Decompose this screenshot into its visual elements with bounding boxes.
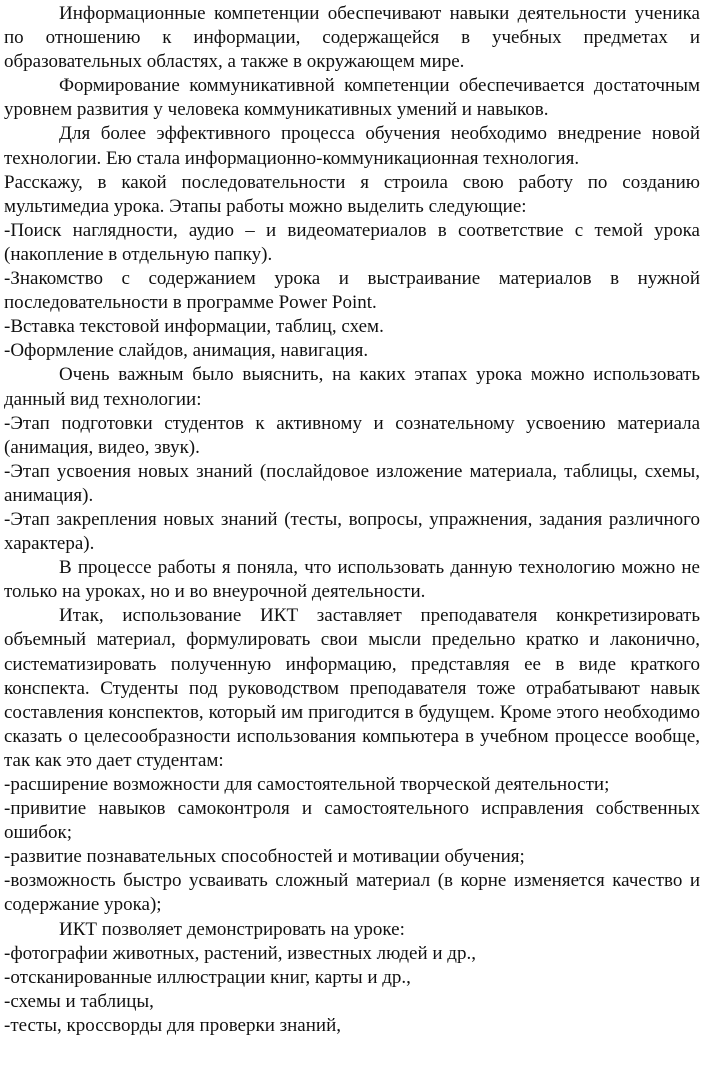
list-item: -расширение возможности для самостоятельной творческой деятельности;	[4, 774, 610, 795]
list-item: -Знакомство с содержанием урока и выстраивание материалов в нужной последовательности в программе Power Point.	[4, 268, 700, 314]
paragraph: Расскажу, в какой последовательности я строила свою работу по созданию мультимедиа урока. Этапы работы можно выделить следующие:	[4, 171, 700, 217]
paragraph: Для более эффективного процесса обучения необходимо внедрение новой технологии. Ею стала информационно-коммуникационная технология.	[4, 123, 700, 169]
list-item: -Этап усвоения новых знаний (послайдовое изложение материала, таблицы, схемы, анимация).	[4, 460, 700, 506]
list-item: -тесты, кроссворды для проверки знаний,	[4, 1014, 341, 1036]
list-item: -Оформление слайдов, анимация, навигация.	[4, 340, 369, 362]
list-item: -Поиск наглядности, аудио – и видеоматериалов в соответствие с темой урока (накопление в отдельную папку).	[4, 219, 700, 265]
list-item: -отсканированные иллюстрации книг, карты и др.,	[4, 966, 411, 988]
list-item: -Вставка текстовой информации, таблиц, схем.	[4, 316, 384, 338]
paragraph: Формирование коммуникативной компетенции обеспечивается достаточным уровнем развития у человека коммуникативных умений и навыков.	[4, 75, 700, 121]
paragraph: В процессе работы я поняла, что использовать данную технологию можно не только на уроках, но и во внеурочной деятельности.	[4, 557, 700, 603]
list-item: -схемы и таблицы,	[4, 990, 154, 1012]
list-item: -Этап подготовки студентов к активному и сознательному усвоению материала (анимация, видео, звук).	[4, 412, 700, 458]
paragraph: Информационные компетенции обеспечивают навыки деятельности ученика по отношению к информации, содержащейся в учебных предметах и образовательных областях, а также в окружающем мире.	[4, 3, 700, 73]
paragraph: Очень важным было выяснить, на каких этапах урока можно использовать данный вид технологии:	[4, 364, 700, 410]
list-item: -возможность быстро усваивать сложный материал (в корне изменяется качество и содержание урока);	[4, 870, 700, 916]
list-item: -фотографии животных, растений, известных людей и др.,	[4, 942, 476, 964]
list-item: -развитие познавательных способностей и мотивации обучения;	[4, 846, 525, 868]
list-item: -привитие навыков самоконтроля и самостоятельного исправления собственных ошибок;	[4, 798, 700, 844]
list-item: -Этап закрепления новых знаний (тесты, вопросы, упражнения, задания различного характера).	[4, 508, 700, 555]
paragraph: ИКТ позволяет демонстрировать на уроке:	[59, 918, 405, 940]
paragraph: Итак, использование ИКТ заставляет преподавателя конкретизировать объемный материал, формулировать свои мысли предельно кратко и лаконично, систематизировать полученную информацию, представляя ее в виде краткого конспекта. Студенты под руководством преподавателя тоже отрабатывают навык составления конспектов, который им пригодится в будущем. Кроме этого необходимо сказать о целесообразности использования компьютера в учебном процессе вообще, так как это дает студентам:	[4, 605, 700, 771]
